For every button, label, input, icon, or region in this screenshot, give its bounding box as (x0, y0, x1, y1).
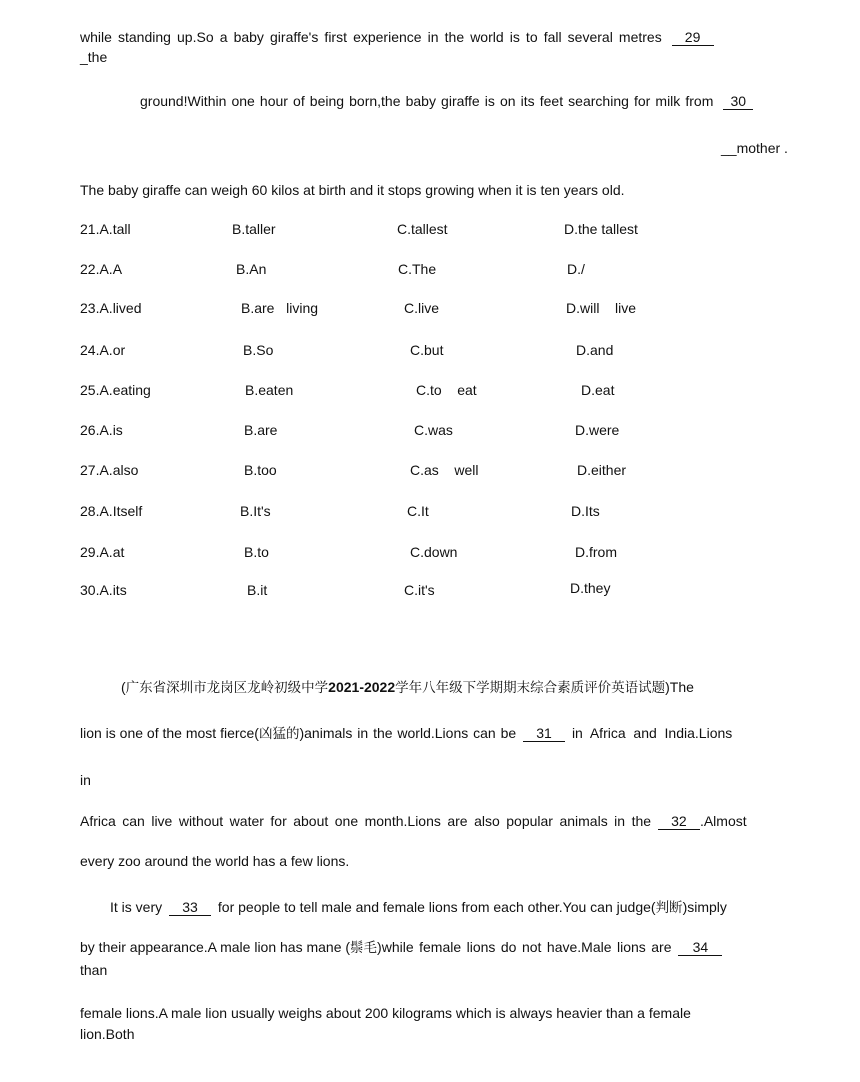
passage2-line2-c: in Africa and India.Lions (571, 725, 733, 741)
option-b: B.taller (232, 221, 276, 237)
option-b: B.it (247, 582, 268, 598)
passage2-line6-b: for people to tell male and female lions from each other.You can judge( (217, 899, 656, 915)
passage2-line6-a: It is very (110, 899, 163, 915)
option-b: B.are (244, 422, 278, 438)
option-a: 24.A.or (80, 342, 126, 358)
passage2-line2 (80, 724, 732, 743)
passage2-line6-cn: 判断 (655, 900, 683, 916)
passage1-line4: The baby giraffe can weigh 60 kilos at birth and it stops growing when it is ten years old. (80, 182, 625, 198)
passage2-line6-c: )simply (682, 899, 727, 915)
option-b: B.eaten (245, 382, 294, 398)
option-b: B.are living (241, 300, 319, 316)
option-a: 21.A.tall (80, 221, 131, 237)
option-d: D.from (575, 544, 617, 560)
option-c: C.live (404, 300, 440, 316)
option-a: 29.A.at (80, 544, 125, 560)
option-d: D.were (575, 422, 620, 438)
passage2-line9: lion.Both (80, 1026, 135, 1042)
blank-34: 34 (678, 940, 722, 956)
option-d: D.they (570, 580, 611, 596)
option-d: D.and (576, 342, 614, 358)
passage2-line4-b: .Almost (699, 813, 747, 829)
source-year: 2021-2022 (328, 679, 396, 695)
passage2-line2-b: )animals in the world.Lions can be (299, 725, 517, 741)
option-c: C.was (414, 422, 453, 438)
passage2-line2-a: lion is one of the most fierce( (80, 725, 259, 741)
passage1-line2-text: ground!Within one hour of being born,the baby giraffe is on its feet searching for milk from (140, 93, 714, 109)
option-d: D.Its (571, 503, 600, 519)
option-d: D.the tallest (564, 221, 638, 237)
blank-33: 33 (169, 900, 211, 916)
option-d: D./ (567, 261, 585, 277)
passage2-line3: in (80, 772, 91, 788)
passage1-line2 (140, 92, 753, 110)
passage1-line3: __mother . (721, 140, 788, 156)
option-a: 23.A.lived (80, 300, 142, 316)
option-a: 30.A.its (80, 582, 127, 598)
blank-31: 31 (523, 726, 565, 742)
blank-30: 30 (723, 94, 753, 110)
option-c: C.tallest (397, 221, 448, 237)
option-d: D.either (577, 462, 627, 478)
option-c: C.as well (410, 462, 479, 478)
option-c: C.but (410, 342, 444, 358)
passage1-line1 (80, 28, 714, 46)
option-a: 25.A.eating (80, 382, 151, 398)
source-close: )The (665, 679, 694, 695)
option-b: B.So (243, 342, 274, 358)
passage2-line5: every zoo around the world has a few lions. (80, 853, 350, 869)
option-c: C.to eat (416, 382, 477, 398)
passage2-line7 (80, 938, 722, 957)
passage2-line7-cn: 鬃毛 (350, 940, 378, 956)
blank-29: 29 (672, 30, 714, 46)
source-exam-name: 学年八年级下学期期末综合素质评价英语试题 (395, 680, 666, 696)
option-c: C.down (410, 544, 458, 560)
option-d: D.will live (566, 300, 637, 316)
option-d: D.eat (581, 382, 615, 398)
source-school-name: 广东省深圳市龙岗区龙岭初级中学 (125, 680, 329, 696)
passage2-line2-cn: 凶猛的 (258, 726, 300, 742)
passage2-line7-than: than (80, 962, 108, 978)
option-a: 26.A.is (80, 422, 123, 438)
passage2-line4-a: Africa can live without water for about one month.Lions are also popular animals in the (80, 813, 652, 829)
passage2-line6 (110, 898, 727, 917)
option-b: B.It's (240, 503, 271, 519)
option-b: B.An (236, 261, 267, 277)
option-c: C.The (398, 261, 437, 277)
option-c: C.It (407, 503, 429, 519)
passage1-line1b: _the (80, 49, 108, 65)
option-a: 27.A.also (80, 462, 139, 478)
blank-32: 32 (658, 814, 700, 830)
passage2-line7-a: by their appearance.A male lion has mane ( (80, 939, 351, 955)
passage1-line1-text: while standing up.So a baby giraffe's first experience in the world is to fall several metres (80, 29, 662, 45)
source-open-paren: ( (121, 679, 126, 695)
passage2-line7-b: )while female lions do not have.Male lions are (377, 939, 672, 955)
option-b: B.too (244, 462, 277, 478)
passage2-line8: female lions.A male lion usually weighs about 200 kilograms which is always heavier than a female (80, 1005, 691, 1021)
source-line (121, 678, 694, 697)
passage2-line4 (80, 812, 747, 830)
option-a: 28.A.Itself (80, 503, 143, 519)
option-a: 22.A.A (80, 261, 123, 277)
option-b: B.to (244, 544, 269, 560)
option-c: C.it's (404, 582, 435, 598)
